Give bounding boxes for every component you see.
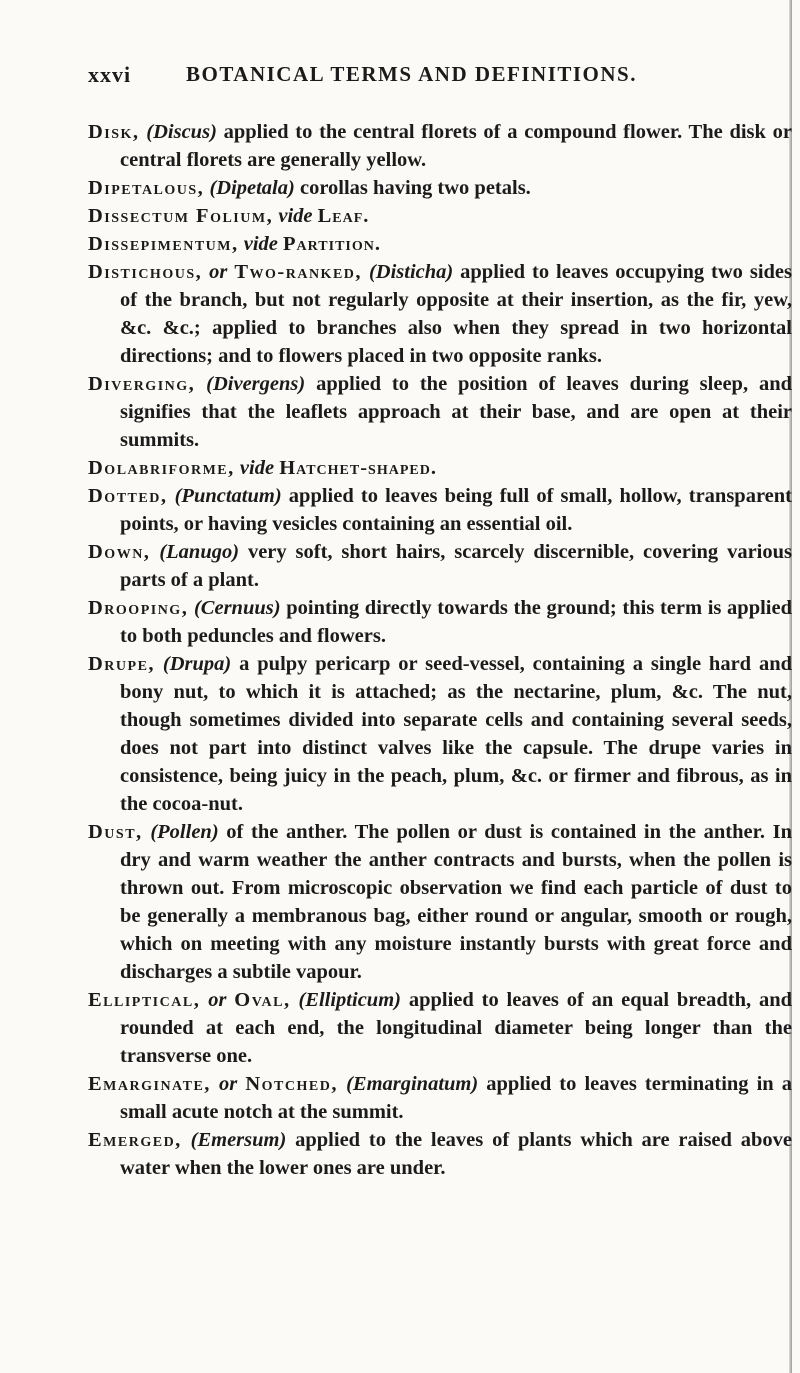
entry-term: Emerged, [88, 1129, 182, 1151]
entry-vide: vide [243, 233, 278, 255]
entry-definition: applied to leaves being full of small, hollow, transparent points, or having vesicles containing an essential oil. [120, 485, 793, 535]
entry-definition: a pulpy pericarp or seed-vessel, containing a single hard and bony nut, to which it is attached; as the nectarine, plum, &c. The nut, though sometimes divided into separate cells and containing several seeds, does not part into distinct valves like the capsule. The drupe varies in consistence, being juicy in the peach, plum, &c. or firmer and fibrous, as in the cocoa-nut. [120, 653, 792, 815]
entry-latin: (Discus) [146, 121, 217, 143]
entry-latin: (Ellipticum) [298, 989, 401, 1011]
glossary-entry [88, 594, 792, 650]
entry-latin: (Punctatum) [174, 485, 282, 507]
glossary-entry [88, 538, 792, 594]
entry-vide: vide [278, 205, 313, 227]
glossary-entry [88, 986, 792, 1070]
entry-definition: applied to leaves occupying two sides of the branch, but not regularly opposite at their insertion, as the fir, yew, &c. &c.; applied to branches also when they spread in two horizontal directions; and to flowers placed in two opposite ranks. [120, 261, 792, 367]
glossary-entry [88, 1070, 792, 1126]
glossary-entry [88, 818, 792, 986]
glossary-entry [88, 482, 792, 538]
entry-term: Drupe, [88, 653, 156, 675]
running-title: BOTANICAL TERMS AND DEFINITIONS. [186, 62, 637, 86]
entry-alt-conjunction: or [208, 989, 227, 1011]
entry-definition: applied to leaves terminating in a small acute notch at the summit. [120, 1073, 793, 1123]
entry-latin: (Disticha) [368, 261, 454, 283]
entry-latin: (Drupa) [162, 653, 232, 675]
entry-term: Dotted, [88, 485, 168, 507]
glossary-entry [88, 202, 792, 230]
glossary-entry [88, 650, 792, 818]
entry-term: Dissectum Folium, [88, 205, 274, 227]
entry-latin: (Pollen) [150, 821, 219, 843]
entry-term: Dolabriforme, [88, 457, 235, 479]
glossary-entry [88, 454, 792, 482]
glossary-entry [88, 174, 792, 202]
glossary-entry [88, 1126, 792, 1182]
entry-definition: applied to leaves of an equal breadth, and rounded at each end, the longitudinal diameter being longer than the transverse one. [120, 989, 793, 1067]
entry-definition: corollas having two petals. [294, 177, 531, 199]
glossary-entry [88, 370, 792, 454]
entry-alt-conjunction: or [219, 1073, 238, 1095]
entry-definition: pointing directly towards the ground; this term is applied to both peduncles and flowers. [120, 597, 792, 647]
entry-definition: applied to the central florets of a compound flower. The disk or central florets are generally yellow. [120, 121, 792, 171]
entry-term: Disk, [88, 121, 140, 143]
entry-cross-reference: Leaf. [317, 205, 370, 227]
glossary-entry [88, 258, 792, 370]
entry-term: Dust, [88, 821, 143, 843]
entry-term: Diverging, [88, 373, 196, 395]
entry-definition: very soft, short hairs, scarcely discernible, covering various parts of a plant. [120, 541, 792, 591]
entry-latin: (Lanugo) [159, 541, 240, 563]
entry-definition: of the anther. The pollen or dust is contained in the anther. In dry and warm weather the anther contracts and bursts, when the pollen is thrown out. From microscopic observation we find each particle of dust to be generally a membranous bag, either round or angular, smooth or rough, which on meeting with any moisture instantly bursts with great force and discharges a subtile vapour. [120, 821, 793, 983]
entry-alt-term: Oval, [234, 989, 291, 1011]
entry-alt-term: Two-ranked, [234, 261, 363, 283]
entry-term: Down, [88, 541, 151, 563]
entry-term: Distichous, [88, 261, 203, 283]
glossary-entry [88, 118, 792, 174]
entry-latin: (Emersum) [190, 1129, 287, 1151]
entry-definition: applied to the leaves of plants which are raised above water when the lower ones are under. [120, 1129, 792, 1179]
page-header [0, 58, 800, 92]
entry-term: Dissepimentum, [88, 233, 239, 255]
entry-latin: (Divergens) [206, 373, 306, 395]
page-number: xxvi [88, 62, 132, 87]
entry-alt-conjunction: or [209, 261, 228, 283]
entry-term: Dipetalous, [88, 177, 205, 199]
entry-latin: (Emarginatum) [346, 1073, 479, 1095]
glossary-entries [0, 118, 800, 1182]
glossary-entry [88, 230, 792, 258]
entry-cross-reference: Partition. [283, 233, 381, 255]
entry-definition: applied to the position of leaves during sleep, and signifies that the leaflets approach at their base, and are open at their summits. [120, 373, 792, 451]
entry-term: Drooping, [88, 597, 189, 619]
entry-alt-term: Notched, [245, 1073, 338, 1095]
entry-latin: (Cernuus) [193, 597, 281, 619]
entry-term: Elliptical, [88, 989, 201, 1011]
entry-latin: (Dipetala) [209, 177, 295, 199]
entry-term: Emarginate, [88, 1073, 211, 1095]
entry-cross-reference: Hatchet-shaped. [279, 457, 437, 479]
entry-vide: vide [239, 457, 275, 479]
